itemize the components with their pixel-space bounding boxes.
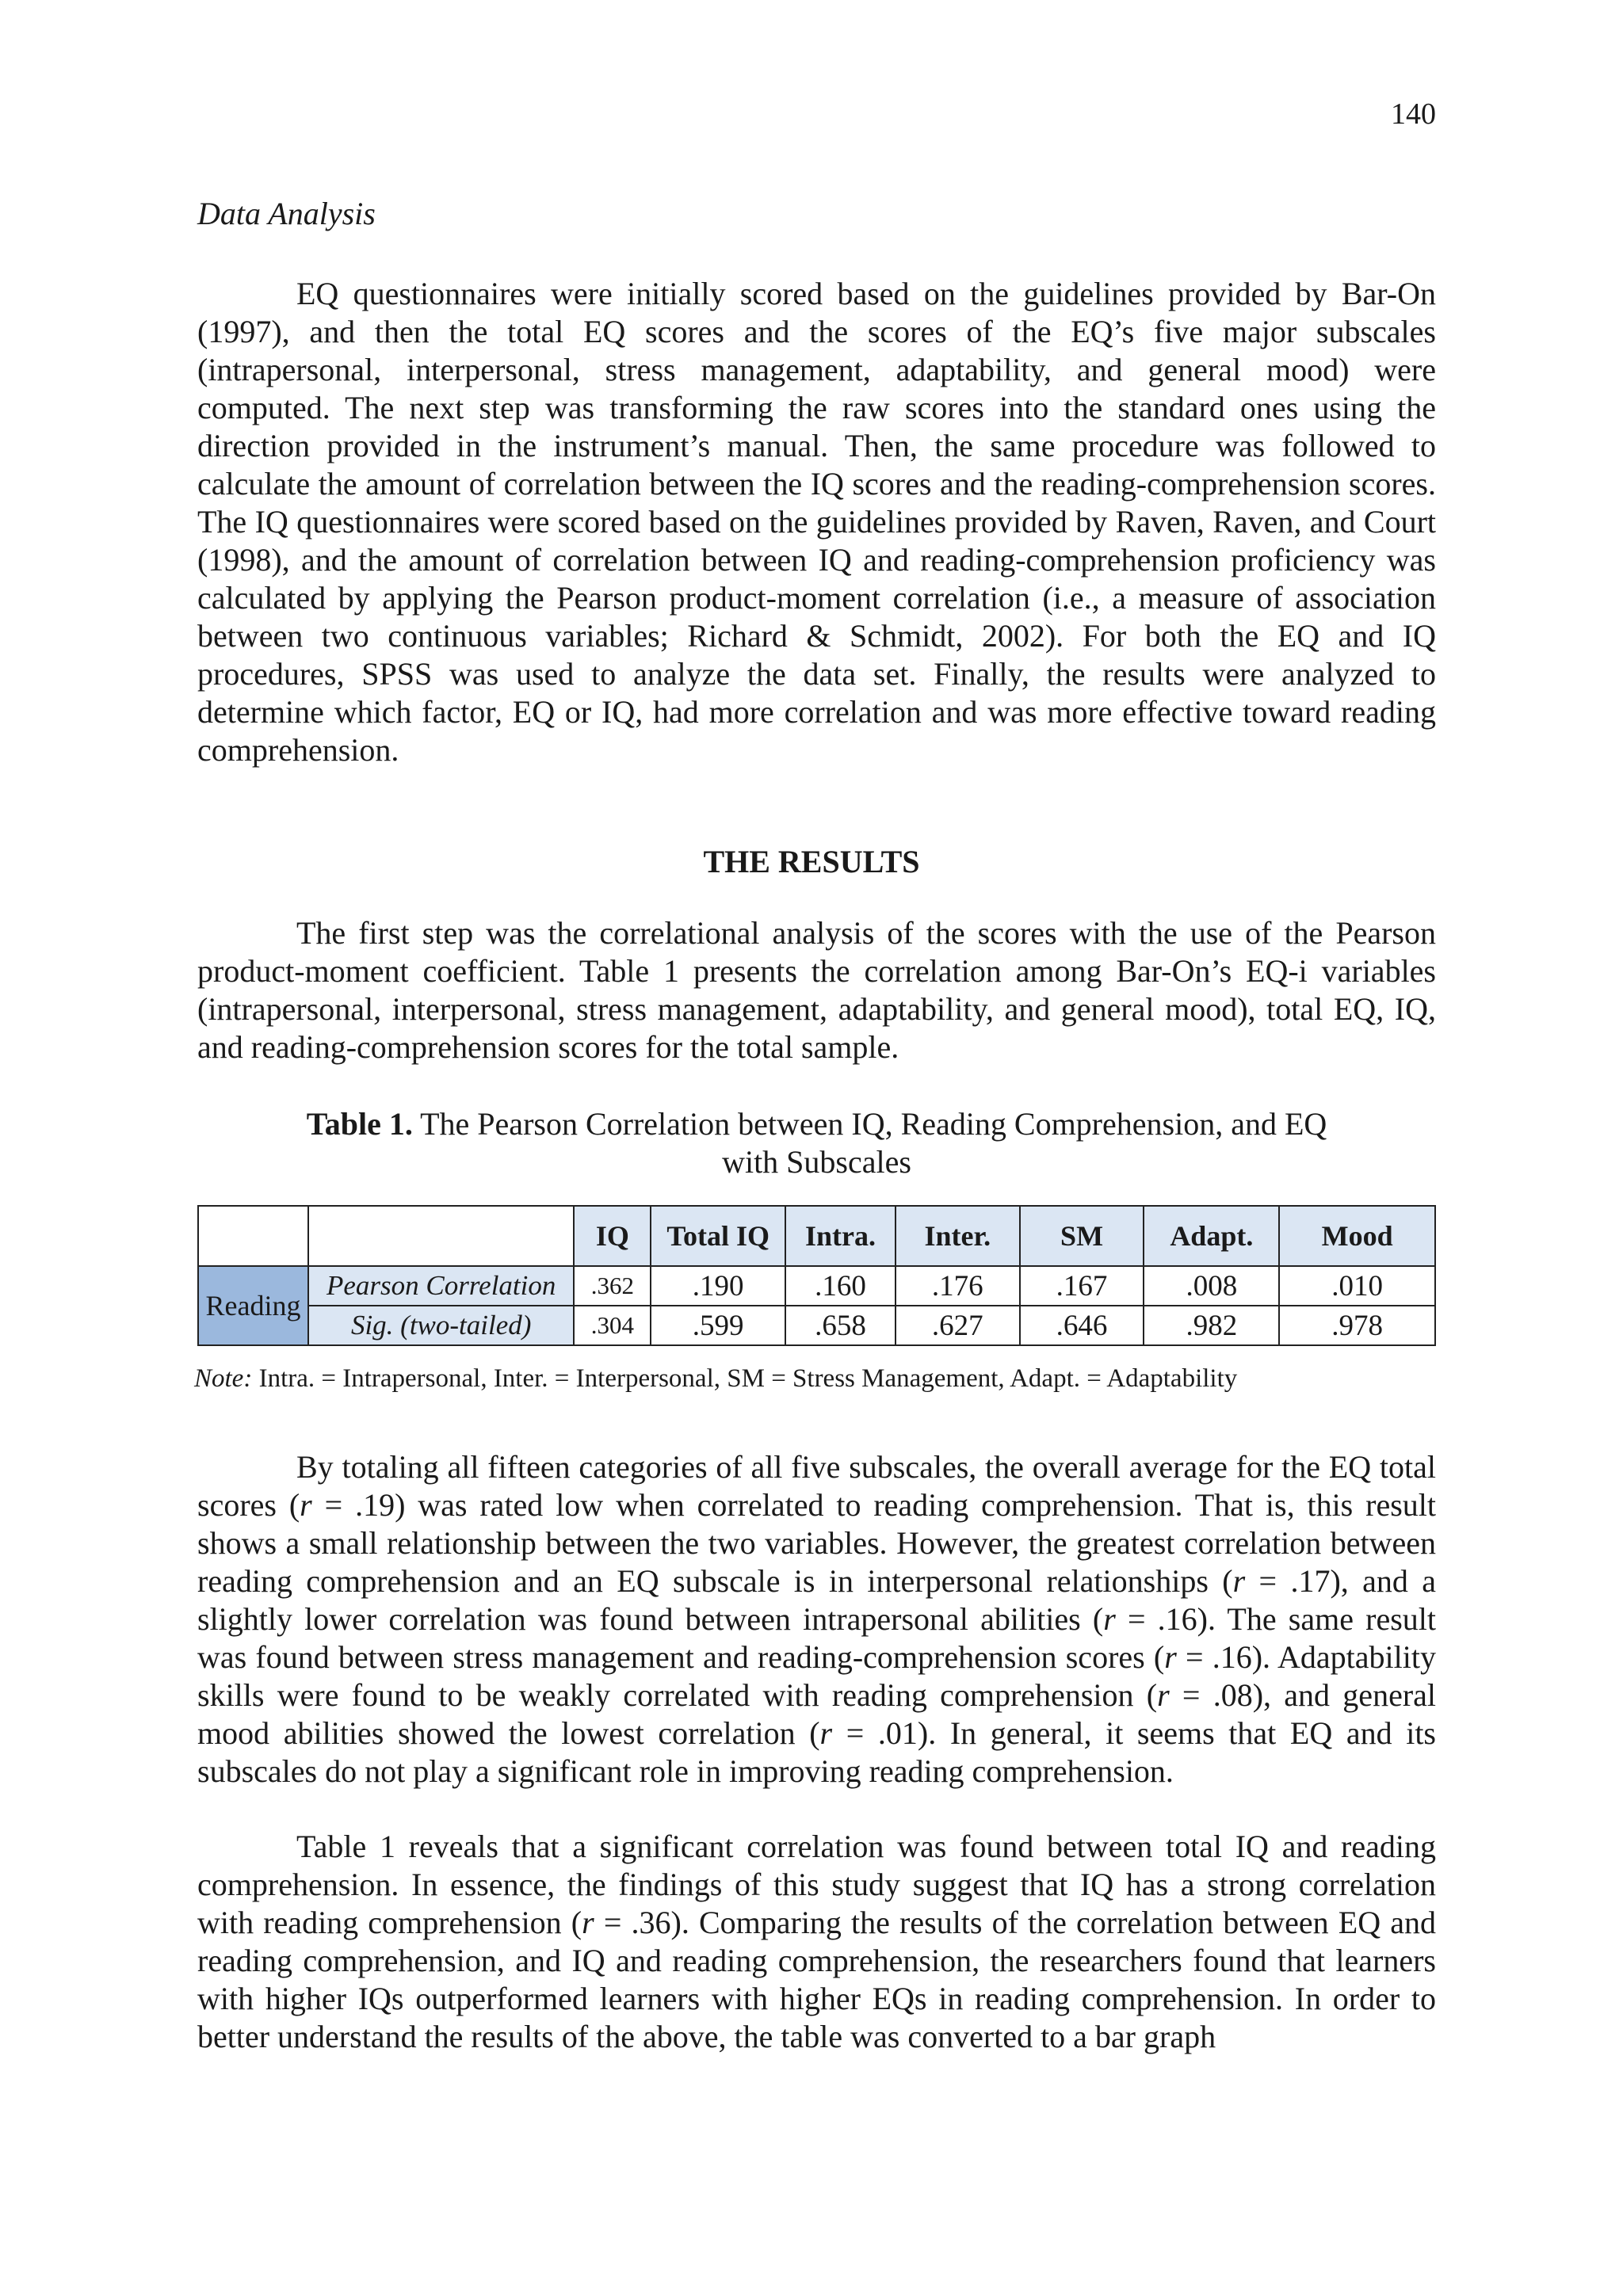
- text-segment: Table 1 reveals that a significant correlation was found between total IQ and reading comprehension. In essence, the findings of this study suggest that IQ has a strong correlation with reading comprehension (: [197, 1829, 1436, 1940]
- table-header-row: [198, 1206, 1435, 1266]
- table-row: [198, 1266, 1435, 1306]
- table-cell: .008: [1144, 1266, 1279, 1306]
- table-cell: .160: [785, 1266, 896, 1306]
- discussion-paragraph-2: [197, 1828, 1436, 2056]
- text-segment: = .08), and general mood abilities showed the lowest correlation (: [197, 1677, 1437, 1751]
- table-caption-text: The Pearson Correlation between IQ, Reading Comprehension, and EQ with Subscales: [412, 1106, 1327, 1180]
- r-symbol: r: [300, 1487, 312, 1523]
- r-symbol: r: [1103, 1601, 1116, 1637]
- table-cell: .658: [785, 1306, 896, 1345]
- column-header: Mood: [1279, 1206, 1435, 1266]
- table-cell: .978: [1279, 1306, 1435, 1345]
- text-segment: = .17), and a slightly lower correlation was found between intrapersonal abilities (: [197, 1563, 1436, 1637]
- table-cell: .599: [651, 1306, 785, 1345]
- text-segment: By totaling all fifteen categories of all five subscales, the overall average for the EQ total scores (: [197, 1449, 1436, 1523]
- column-header: Inter.: [896, 1206, 1020, 1266]
- text-segment: = .16). Adaptability skills were found to be weakly correlated with reading comprehension (: [197, 1639, 1436, 1713]
- header-blank-cell: [308, 1206, 575, 1266]
- column-header: Adapt.: [1144, 1206, 1279, 1266]
- correlation-table: [197, 1205, 1436, 1346]
- page-number: 140: [1391, 97, 1436, 131]
- r-symbol: r: [1232, 1563, 1246, 1599]
- table-cell: .167: [1020, 1266, 1144, 1306]
- r-symbol: r: [1164, 1639, 1177, 1675]
- column-header: Intra.: [785, 1206, 896, 1266]
- table-caption-lead: Table 1.: [306, 1106, 413, 1142]
- header-blank-cell: [198, 1206, 308, 1266]
- discussion-paragraph-1: [197, 1448, 1436, 1791]
- table-caption: [277, 1105, 1357, 1181]
- r-symbol: r: [819, 1715, 833, 1751]
- column-header: Total IQ: [651, 1206, 785, 1266]
- table-cell: .190: [651, 1266, 785, 1306]
- table-note-text: Intra. = Intrapersonal, Inter. = Interpersonal, SM = Stress Management, Adapt. = Adaptability: [252, 1364, 1238, 1393]
- table-cell: .304: [574, 1306, 651, 1345]
- row-group-label: Reading: [198, 1266, 308, 1345]
- data-analysis-heading: Data Analysis: [197, 196, 376, 231]
- row-stat-label: Sig. (two-tailed): [308, 1306, 575, 1345]
- data-analysis-paragraph: EQ questionnaires were initially scored based on the guidelines provided by Bar-On (1997), and then the total EQ scores and the scores of the EQ’s five major subscales (intrapersonal, interpersonal, stress management, adaptability, and general mood) were computed. The next step was transforming the raw scores into the standard ones using the direction provided in the instrument’s manual. Then, the same procedure was followed to calculate the amount of correlation between the IQ scores and the reading-comprehension scores. The IQ questionnaires were scored based on the guidelines provided by Raven, Raven, and Court (1998), and the amount of correlation between IQ and reading-comprehension proficiency was calculated by applying the Pearson product-moment correlation (i.e., a measure of association between two continuous variables; Richard & Schmidt, 2002). For both the EQ and IQ procedures, SPSS was used to analyze the data set. Finally, the results were analyzed to determine which factor, EQ or IQ, had more correlation and was more effective toward reading comprehension.: [197, 276, 1436, 768]
- table-note-lead: Note:: [194, 1364, 253, 1393]
- r-symbol: r: [1157, 1677, 1170, 1713]
- column-header: SM: [1020, 1206, 1144, 1266]
- column-header: IQ: [574, 1206, 651, 1266]
- table-cell: .646: [1020, 1306, 1144, 1345]
- results-heading: THE RESULTS: [703, 844, 920, 879]
- table-cell: .176: [896, 1266, 1020, 1306]
- table-cell: .982: [1144, 1306, 1279, 1345]
- table-cell: .010: [1279, 1266, 1435, 1306]
- text-segment: = .19) was rated low when correlated to reading comprehension. That is, this result shows a small relationship between the two variables. However, the greatest correlation between reading comprehension and an EQ subscale is in interpersonal relationships (: [197, 1487, 1437, 1599]
- table-note: [194, 1364, 1237, 1394]
- text-segment: = .01). In general, it seems that EQ and its subscales do not play a significant role in improving reading comprehension.: [197, 1715, 1436, 1789]
- table-cell: .627: [896, 1306, 1020, 1345]
- results-intro-paragraph: The first step was the correlational analysis of the scores with the use of the Pearson product-moment coefficient. Table 1 presents the correlation among Bar-On’s EQ-i variables (intrapersonal, interpersonal, stress management, adaptability, and general mood), total EQ, IQ, and reading-comprehension scores for the total sample.: [197, 915, 1436, 1065]
- text-segment: = .16). The same result was found between stress management and reading-comprehension scores (: [197, 1601, 1436, 1675]
- row-stat-label: Pearson Correlation: [308, 1266, 575, 1306]
- text-segment: = .36). Comparing the results of the correlation between EQ and reading comprehension, and IQ and reading comprehension, the researchers found that learners with higher IQs outperformed learners with higher EQs in reading comprehension. In order to better understand the results of the above, the table was converted to a bar graph: [197, 1905, 1436, 2054]
- table-cell: .362: [574, 1266, 651, 1306]
- r-symbol: r: [582, 1905, 594, 1940]
- table-row: [198, 1306, 1435, 1345]
